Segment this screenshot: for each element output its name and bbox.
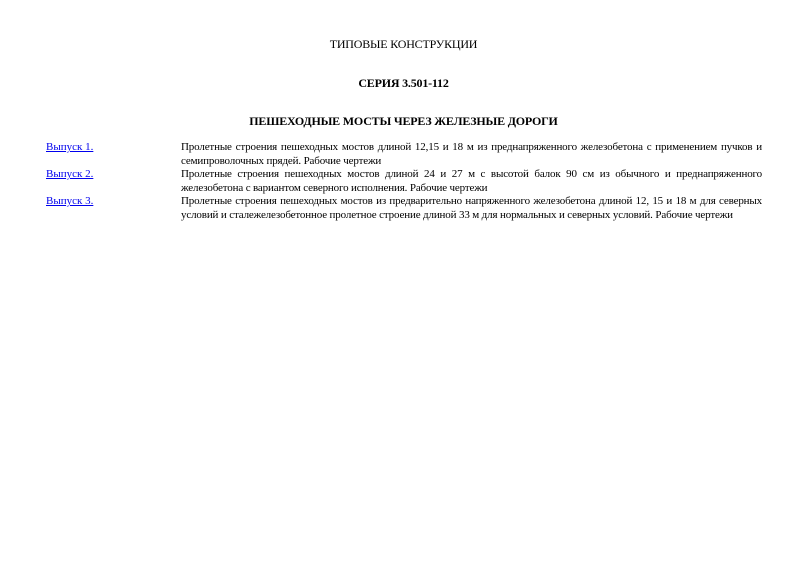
- series-number: СЕРИЯ 3.501-112: [358, 76, 449, 90]
- issue-list: [46, 141, 762, 222]
- issue-1-link[interactable]: Выпуск 1.: [46, 141, 94, 153]
- issue-2-link[interactable]: Выпуск 2.: [46, 168, 94, 180]
- issue-entry-2: [46, 168, 762, 195]
- issue-1-description: Пролетные строения пешеходных мостов длиной 12,15 и 18 м из преднапряженного железобетона с применением пучков и семипроволочных прядей. Рабочие чертежи: [181, 141, 762, 167]
- issue-3-description: Пролетные строения пешеходных мостов из предварительно напряженного железобетона длиной 12, 15 и 18 м для северных условий и сталежелезобетонное пролетное строение длиной 33 м для нормальных и северных условий. Рабочие чертежи: [181, 195, 762, 221]
- document-top-title: ТИПОВЫЕ КОНСТРУКЦИИ: [329, 37, 478, 51]
- issue-entry-1: [46, 141, 762, 168]
- issue-3-link[interactable]: Выпуск 3.: [46, 195, 94, 207]
- issue-entry-3: [46, 195, 762, 222]
- document-title: ПЕШЕХОДНЫЕ МОСТЫ ЧЕРЕЗ ЖЕЛЕЗНЫЕ ДОРОГИ: [249, 114, 558, 128]
- issue-2-description: Пролетные строения пешеходных мостов длиной 24 и 27 м с высотой балок 90 см из обычного и преднапряженного железобетона с вариантом северного исполнения. Рабочие чертежи: [181, 168, 762, 194]
